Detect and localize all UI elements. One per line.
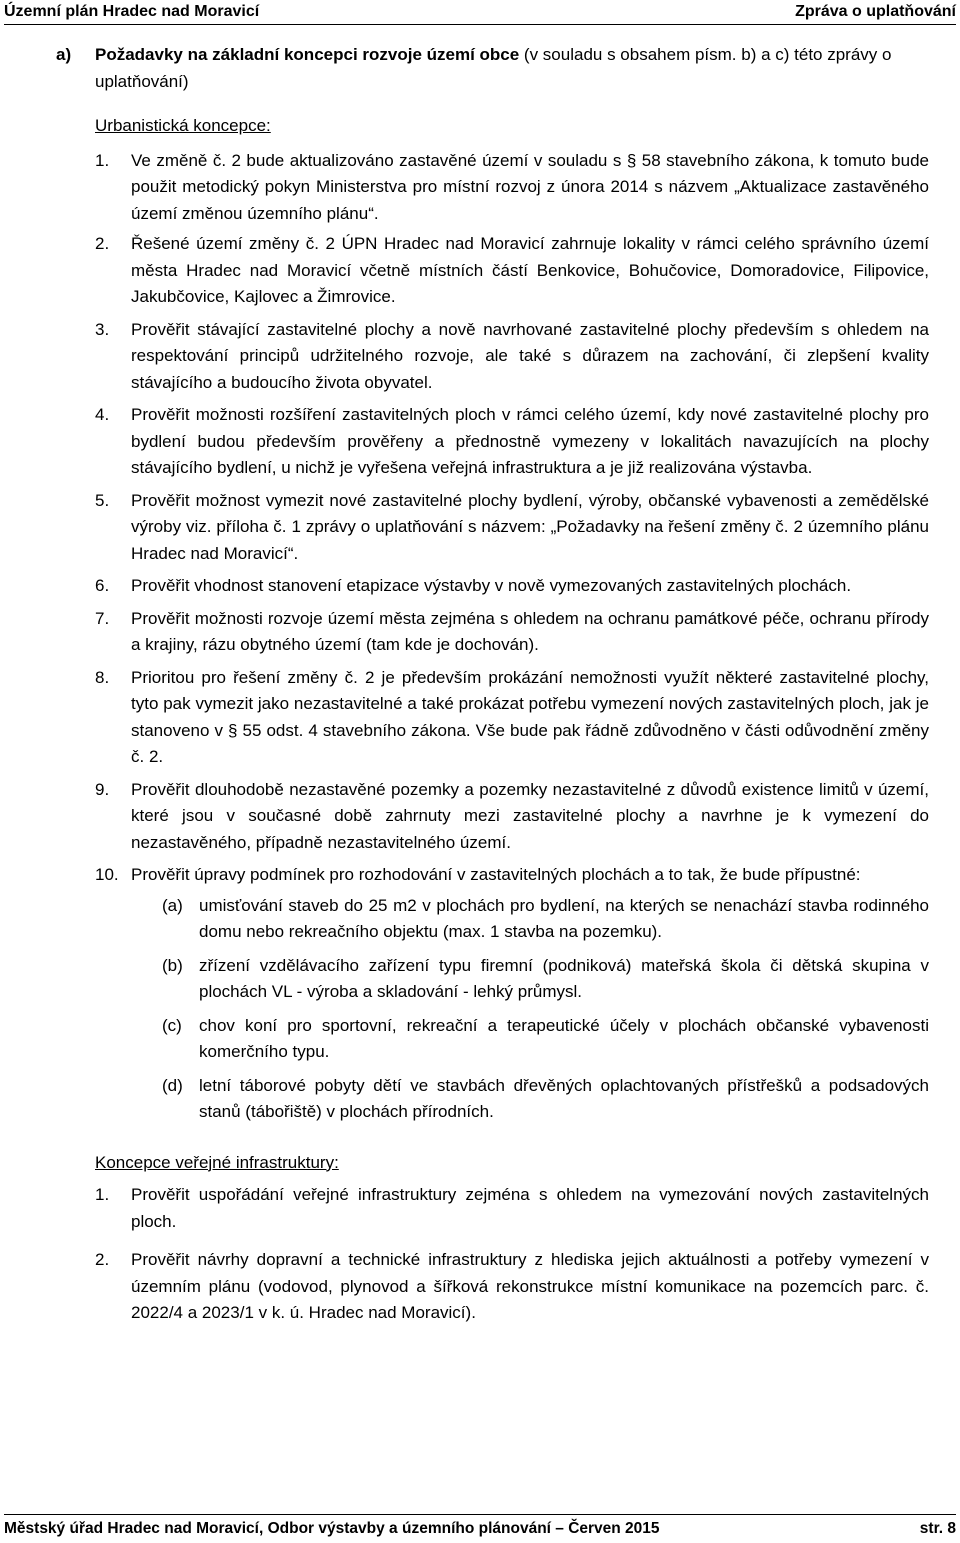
- list-item: [95, 573, 929, 600]
- item-text: Prověřit možnosti rozšíření zastavitelných ploch v rámci celého území, kdy nové zastavitelné plochy pro bydlení budou především prověřeny a přednostně vymezeny v lokalitách navazujících na plochy stávajícího bydlení, u nichž je vyřešena veřejná infrastruktura a je již realizována výstavba.: [131, 405, 929, 477]
- section-a-title-note: (v souladu s obsahem písm. b) a c) této zprávy o uplatňování): [95, 45, 892, 91]
- list-item: [95, 606, 929, 659]
- item-number: 9.: [95, 779, 110, 799]
- list-item: [95, 148, 929, 228]
- item-text: umisťování staveb do 25 m2 v plochách pro bydlení, na kterých se nenachází stavba rodinného domu nebo rekreačního objektu (max. 1 stavba na pozemku).: [199, 895, 929, 941]
- item-number: (d): [162, 1075, 183, 1095]
- item-text: Prověřit stávající zastavitelné plochy a nově navrhované zastavitelné plochy především s ohledem na respektování principů udržitelného rozvoje, ale také s důrazem na zachování, či zlepšení kvality stávajícího a budoucího života obyvatel.: [131, 319, 929, 392]
- item-text: letní táborové pobyty dětí ve stavbách dřevěných oplachtovaných přístřešků a podsadových stanů (tábořiště) v plochách přírodních.: [199, 1075, 929, 1121]
- item-text: Řešené území změny č. 2 ÚPN Hradec nad Moravicí zahrnuje lokality v rámci celého správního území města Hradec nad Moravicí včetně místních částí Benkovice, Bohučovice, Domoradovice, Filipovice, Jakubčovice, Kajlovec a Žimrovice.: [131, 234, 929, 306]
- item-text: Prověřit dlouhodobě nezastavěné pozemky a pozemky nezastavitelné z důvodů existence limitů v území, které jsou v současné době zahrnuty mezi zastavitelné plochy a navrhne je k vymezení do nezastavěného, případně nezastavitelného území.: [131, 779, 929, 852]
- list-item: [95, 665, 929, 771]
- list-item: [95, 1182, 929, 1235]
- item-number: 2.: [95, 234, 110, 253]
- header-report-title: Zpráva o uplatňování: [795, 3, 956, 20]
- list-item: [95, 231, 929, 311]
- item-number: 6.: [95, 576, 110, 595]
- sublist-item: [162, 1013, 929, 1066]
- item-text: Prověřit úpravy podmínek pro rozhodování v zastavitelných plochách a to tak, že bude přípustné:: [131, 865, 861, 884]
- item-number: 10.: [95, 865, 119, 884]
- item-text: Ve změně č. 2 bude aktualizováno zastavěné území v souladu s § 58 stavebního zákona, k tomuto bude použit metodický pokyn Ministerstva pro místní rozvoj z února 2014 s názvem „Aktualizace zastavěného území změnou územního plánu“.: [131, 150, 929, 223]
- list-item: [95, 317, 929, 397]
- list-item: [95, 862, 929, 889]
- item-number: 1.: [95, 1185, 110, 1204]
- item-text: Prověřit vhodnost stanovení etapizace výstavby v nově vymezovaných zastavitelných plochách.: [131, 576, 852, 595]
- page-content: [56, 42, 929, 1327]
- item-text: Prověřit uspořádání veřejné infrastruktury zejména s ohledem na vymezování nových zastavitelných ploch.: [131, 1185, 929, 1231]
- section-a-title: Požadavky na základní koncepci rozvoje území obce: [95, 45, 520, 64]
- sublist-item: [162, 893, 929, 946]
- list-item: [95, 777, 929, 857]
- page-number: str. 8: [919, 1520, 956, 1537]
- sublist-item: [162, 1073, 929, 1126]
- infrastruktura-heading: Koncepce veřejné infrastruktury:: [95, 1152, 339, 1172]
- item-number: (a): [162, 895, 183, 915]
- urbanisticka-sublist: [162, 893, 929, 1126]
- item-number: 4.: [95, 405, 110, 424]
- item-number: 8.: [95, 667, 110, 687]
- list-item: [95, 1247, 929, 1327]
- item-number: (c): [162, 1015, 182, 1035]
- section-a-marker: a): [56, 45, 72, 64]
- page-footer: [4, 1514, 956, 1543]
- item-number: 2.: [95, 1250, 110, 1269]
- item-number: 7.: [95, 608, 110, 628]
- page-header: [4, 0, 956, 25]
- item-text: Prioritou pro řešení změny č. 2 je především prokázání nemožnosti využít některé zastavitelné plochy, tyto pak vymezit jako nezastavitelné a také prokázat potřebu vymezení nových zastavitelných ploch, jak je stanoveno v § 55 odst. 4 stavebního zákona. Vše bude pak řádně zdůvodněno v části odůvodnění změny č. 2.: [131, 667, 929, 766]
- item-number: 1.: [95, 150, 110, 170]
- footer-office: Městský úřad Hradec nad Moravicí, Odbor výstavby a územního plánování – Červen 2015: [4, 1520, 660, 1537]
- item-number: (b): [162, 955, 183, 975]
- urbanisticka-heading: Urbanistická koncepce:: [95, 116, 271, 135]
- item-text: Prověřit možnost vymezit nové zastavitelné plochy bydlení, výroby, občanské vybavenosti a zemědělské výroby viz. příloha č. 1 zprávy o uplatňování s názvem: „Požadavky na řešení změny č. 2 územního plánu Hradec nad Moravicí“.: [131, 490, 929, 563]
- item-text: Prověřit možnosti rozvoje území města zejména s ohledem na ochranu památkové péče, ochranu přírody a krajiny, rázu obytného území (tam kde je dochován).: [131, 608, 929, 654]
- item-number: 3.: [95, 319, 110, 339]
- item-text: Prověřit návrhy dopravní a technické infrastruktury z hlediska jejich aktuálnosti a potřeby vymezení v územním plánu (vodovod, plynovod a šířková rekonstrukce místní komunikace na pozemcích parc. č. 2022/4 a 2023/1 v k. ú. Hradec nad Moravicí).: [131, 1250, 929, 1322]
- item-number: 5.: [95, 490, 110, 510]
- item-text: chov koní pro sportovní, rekreační a terapeutické účely v plochách občanské vybavenosti komerčního typu.: [199, 1015, 929, 1061]
- item-text: zřízení vzdělávacího zařízení typu firemní (podniková) mateřská škola či dětská skupina v plochách VL - výroba a skladování - lehký průmysl.: [199, 955, 929, 1001]
- urbanisticka-list: [95, 148, 929, 889]
- sublist-item: [162, 953, 929, 1006]
- list-item: [95, 488, 929, 568]
- infrastruktura-list: [95, 1182, 929, 1327]
- section-a-heading: [56, 42, 929, 95]
- list-item: [95, 402, 929, 482]
- header-document-title: Územní plán Hradec nad Moravicí: [4, 3, 260, 20]
